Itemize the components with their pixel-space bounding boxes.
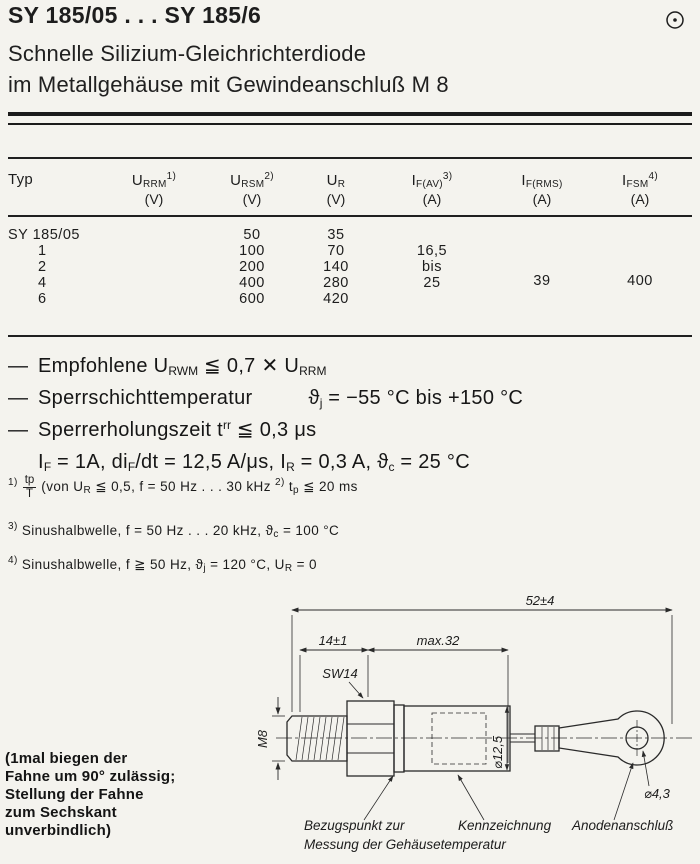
duty-cycle-fraction: $\frac{tp}{T}$ [24, 474, 35, 500]
header-row-units [8, 189, 692, 216]
header-row-symbols [8, 158, 692, 189]
diode-outline [287, 701, 664, 776]
spec-recovery-conditions [8, 451, 523, 473]
bullet-dash: — [8, 355, 29, 377]
footnote-4-marker: 4) [8, 555, 18, 566]
note-line: zum Sechskant [5, 804, 117, 821]
thread-size-label: M8 [255, 729, 270, 749]
divider-thin [8, 123, 692, 125]
cell-typ: 4 [38, 275, 47, 291]
cell-ursm: 100 [239, 243, 265, 259]
cell-ifav [368, 216, 496, 243]
cell-ursm: 600 [239, 291, 265, 307]
cell-urrm [108, 216, 200, 243]
dia-hole-label: ⌀4,3 [644, 786, 670, 801]
marking-label: Kennzeichnung [458, 818, 552, 833]
cell-ursm: 200 [239, 259, 265, 275]
footnote-1-marker: 1) [8, 477, 18, 489]
footnote-3: $^{3)}$ Sinushalbwelle, f = 50 Hz . . . 20 kHz, $ϑ_c = 100$ °C [8, 521, 340, 540]
cell-urrm [108, 243, 200, 259]
cell-typ: SY 185/05 [8, 227, 80, 243]
note-line: Stellung der Fahne [5, 786, 144, 803]
footnote-4: $^{4)}$ Sinushalbwelle, f ≧ 50 Hz, $ϑ_j = 120$ °C, $U_R = 0$ [8, 555, 317, 574]
cell-ur: 420 [323, 291, 349, 307]
unit-ifsm: (A) [630, 191, 650, 207]
thread-hatching [296, 717, 344, 760]
spec-notes [8, 355, 523, 483]
dia-body-label: ⌀12,5 [490, 735, 505, 769]
flag-bend-note [5, 750, 175, 840]
footnote-1: $^{1)}$ $\frac{tp}{T}$ (von $U_R$ ≦ 0,5, f = 50 Hz . . . 30 kHz $^{2)}$ $t_p$ ≦ 20 ms [8, 474, 358, 500]
col-header-ifav: $I_{F(AV)}^{3)}$ [411, 171, 453, 190]
cell-ur: 280 [323, 275, 349, 291]
unit-ifrms: (A) [532, 191, 552, 207]
ratings-table [8, 157, 692, 337]
anode-label: Anodenanschluß [572, 818, 674, 833]
footnotes [8, 474, 358, 589]
subtitle-line2: im Metallgehäuse mit Gewindeanschluß M 8 [8, 72, 449, 97]
divider-thick [8, 112, 692, 116]
cell-urrm [108, 275, 200, 291]
subtitle-line1: Schnelle Silizium-Gleichrichterdiode [8, 41, 367, 66]
cell-ursm: 400 [239, 275, 265, 291]
cell-ifav: 25 [423, 275, 441, 291]
unit-ur: (V) [326, 191, 346, 207]
footnote-3-marker: 3) [8, 521, 18, 532]
spec-recovery-conditions-text: $I_F = 1A$, $di_F/dt = 12,5$ A/μs, $I_R = 0,3$ A, $ϑ_c = 25$ °C [38, 451, 470, 474]
ref-point-label-line2: Messung der Gehäusetemperatur [304, 837, 506, 852]
hex-width-label: SW14 [322, 666, 358, 681]
note-line: (1mal biegen der [5, 750, 128, 767]
spec-urwm-text: Empfohlene $U_{RWM}$ ≦ 0,7 ✕ $U_{RRM}$ [38, 355, 327, 378]
register-mark-icon [664, 9, 686, 31]
col-header-ur: $U_R$ [326, 172, 346, 190]
subtitle [8, 38, 449, 100]
col-header-typ: Typ [8, 171, 34, 188]
technical-drawing [252, 593, 700, 864]
spec-recovery-time-text: Sperrerholungszeit $t^{rr}$ ≦ 0,3 μs [38, 418, 317, 441]
flange-ring [394, 705, 404, 772]
crimp-sleeve [535, 726, 559, 751]
cell-ur: 35 [327, 227, 345, 243]
unit-urrm: (V) [144, 191, 164, 207]
dim-total-label: 52±4 [525, 593, 555, 608]
bullet-dash: — [8, 419, 29, 441]
cell-ur: 140 [323, 259, 349, 275]
spec-junction-temp-text: Sperrschichttemperatur $ϑ_j = -55$ °C bis +150 °C [38, 387, 524, 410]
spec-junction-temp [8, 387, 523, 409]
dimension-m8 [272, 697, 285, 780]
cell-typ: 1 [38, 243, 47, 259]
ref-point-leader [364, 776, 393, 820]
bullet-dash: — [8, 387, 29, 409]
col-header-ifsm: $I_{FSM}^{4)}$ [622, 171, 658, 190]
table-row [8, 216, 692, 243]
cell-typ: 2 [38, 259, 47, 275]
dim-body-label: max.32 [416, 633, 460, 648]
hex-leader [349, 682, 363, 698]
cell-ifsm: 400 [627, 273, 653, 289]
col-header-ursm: $U_{RSM}^{2)}$ [230, 171, 274, 190]
cell-ifav: 16,5 [416, 243, 448, 259]
anode-leader [614, 763, 633, 820]
note-line: unverbindlich) [5, 822, 112, 839]
col-header-urrm: $U_{RRM}^{1)}$ [131, 171, 177, 190]
col-header-ifrms: $I_{F(RMS)}$ [521, 172, 563, 190]
cell-ur: 70 [327, 243, 345, 259]
cell-urrm [108, 291, 200, 336]
unit-ursm: (V) [242, 191, 262, 207]
dim-thread-label: 14±1 [318, 633, 348, 648]
cell-urrm [108, 259, 200, 275]
cell-ursm: 50 [243, 227, 261, 243]
cell-ifrms: 39 [533, 273, 551, 289]
unit-ifav: (A) [422, 191, 442, 207]
cell-ifav: bis [421, 259, 443, 275]
ref-point-label-line1: Bezugspunkt zur [304, 818, 405, 833]
dia-hole-leader [643, 751, 649, 786]
marking-leader [458, 775, 484, 820]
cell-ifav [368, 291, 496, 336]
dimension-14 [300, 650, 368, 712]
hex-nut [347, 701, 394, 776]
marking-area [432, 713, 486, 764]
spec-urwm [8, 355, 523, 377]
page-title: SY 185/05 . . . SY 185/6 [8, 2, 262, 28]
note-line: Fahne um 90° zulässig; [5, 768, 176, 785]
cell-typ: 6 [38, 291, 47, 307]
footnote-2-marker: 2) [275, 477, 285, 489]
spec-recovery-time [8, 419, 523, 441]
